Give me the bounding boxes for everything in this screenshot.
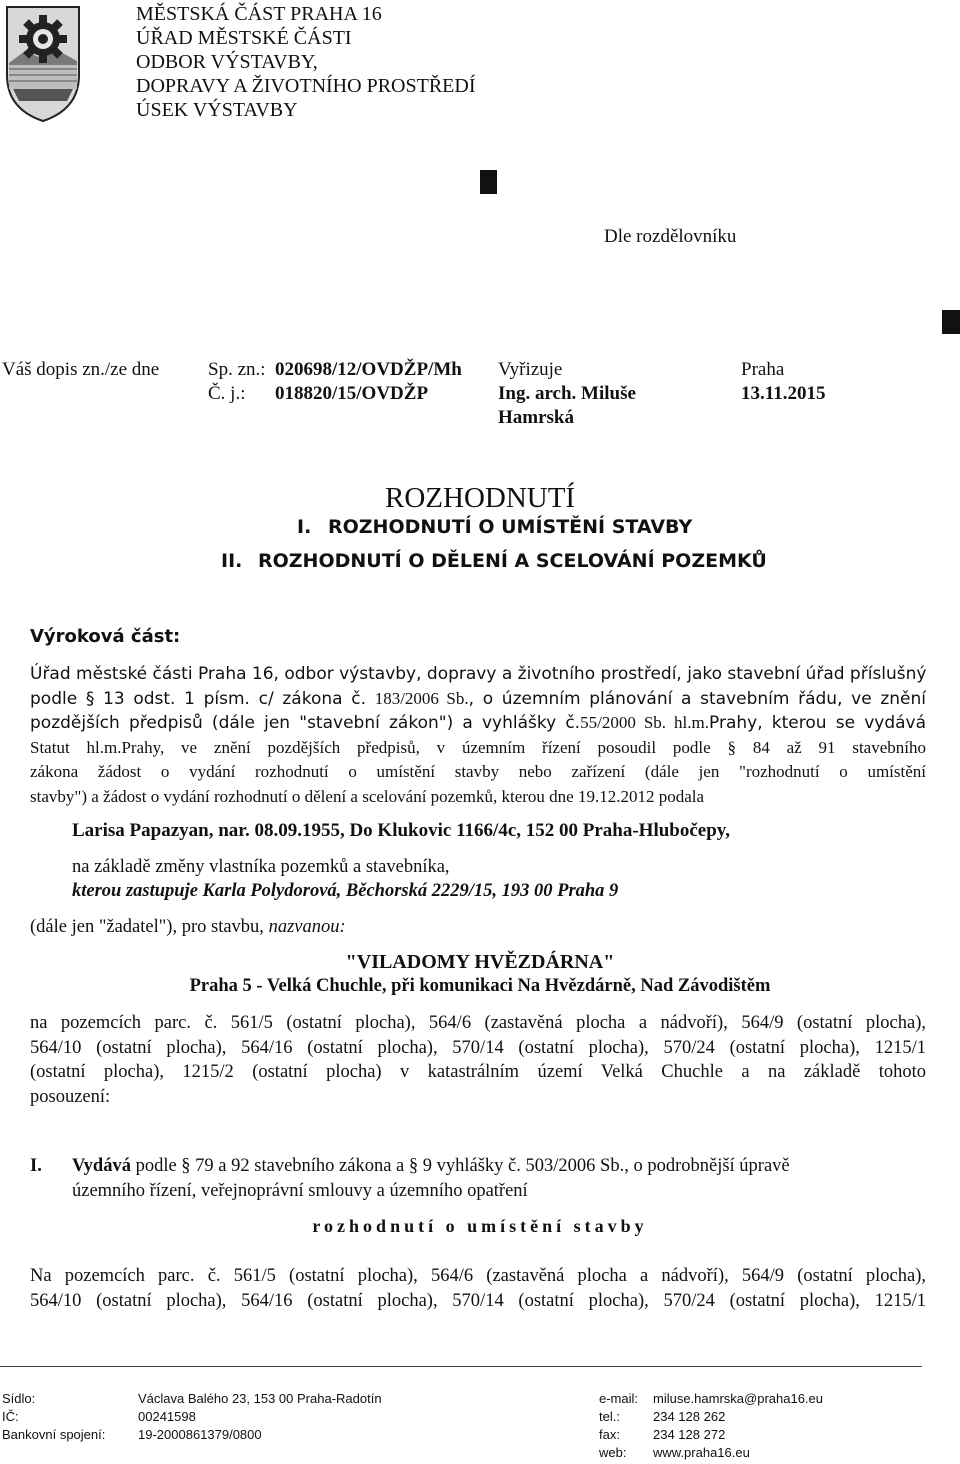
footer-email-value[interactable]: miluse.hamrska@praha16.eu	[653, 1391, 824, 1406]
place: Praha	[741, 359, 785, 380]
footer-seat-value: Václava Balého 23, 153 00 Praha-Radotín	[138, 1391, 382, 1406]
title-1: ROZHODNUTÍ O UMÍSTĚNÍ STAVBY	[328, 516, 693, 538]
section-1-text: územního řízení, veřejnoprávní smlouvy a územního opatření	[72, 1181, 528, 1201]
text-line: Úřad městské části Praha 16, odbor výstavby, dopravy a životního prostředí, jako stavební úřad příslušný	[30, 664, 927, 684]
verdict-label: Výroková část:	[30, 626, 181, 647]
building-location: Praha 5 - Velká Chuchle, při komunikaci Na Hvězdárně, Nad Závodištěm	[189, 976, 771, 996]
intro-paragraph	[30, 662, 926, 809]
scan-mark	[480, 170, 497, 194]
parcels-paragraph	[30, 1011, 926, 1109]
recipient: Dle rozdělovníku	[604, 226, 737, 247]
header-line: ÚSEK VÝSTAVBY	[136, 99, 298, 121]
header-line: DOPRAVY A ŽIVOTNÍHO PROSTŘEDÍ	[136, 75, 476, 97]
sp-value: 020698/12/OVDŽP/Mh	[275, 359, 462, 380]
applicant-note: (dále jen "žadatel"), pro stavbu, nazvanou:	[30, 917, 346, 937]
section-1-text: Vydává podle § 79 a 92 stavebního zákona a § 9 vyhlášky č. 503/2006 Sb., o podrobnější úpravě	[72, 1156, 790, 1176]
section-1-num: I.	[30, 1156, 42, 1176]
text-line: Statut hl.m.Prahy, ve znění pozdějších předpisů, v územním řízení posoudil podle § 84 až 91 stavebního	[30, 737, 926, 757]
cj-value: 018820/15/OVDŽP	[275, 383, 429, 404]
header-line: MĚSTSKÁ ČÁST PRAHA 16	[136, 3, 382, 25]
footer-bank-label: Bankovní spojení:	[2, 1427, 106, 1442]
footer-tel-label: tel.:	[599, 1409, 620, 1424]
footer-ic-label: IČ:	[2, 1409, 19, 1424]
coat-of-arms-logo	[5, 5, 81, 123]
handler-label: Vyřizuje	[498, 359, 563, 380]
footer-seat-label: Sídlo:	[2, 1391, 36, 1406]
applicant: Larisa Papazyan, nar. 08.09.1955, Do Klukovic 1166/4c, 152 00 Praha-Hlubočepy,	[72, 820, 731, 841]
handler-name: Ing. arch. Miluše	[498, 383, 636, 404]
change-note: na základě změny vlastníka pozemků a stavebníka,	[72, 857, 450, 877]
decision-title: rozhodnutí o umístění stavby	[312, 1216, 648, 1236]
date: 13.11.2015	[741, 383, 826, 404]
parcels-paragraph-2	[30, 1264, 926, 1313]
footer-ic-value: 00241598	[138, 1409, 196, 1424]
scan-mark	[942, 310, 960, 334]
header-line: ÚŘAD MĚSTSKÉ ČÁSTI	[136, 27, 352, 49]
office-header	[136, 2, 475, 122]
title-1-num: I.	[297, 516, 312, 538]
header-line: ODBOR VÝSTAVBY,	[136, 51, 318, 73]
text-line: 564/10 (ostatní plocha), 564/16 (ostatní plocha), 570/14 (ostatní plocha), 570/24 (ostatní plocha), 1215/1	[30, 1290, 926, 1311]
represented-by: kterou zastupuje Karla Polydorová, Běchorská 2229/15, 193 00 Praha 9	[72, 881, 619, 901]
cj-label: Č. j.:	[208, 383, 246, 404]
footer-divider	[0, 1366, 922, 1367]
footer-web-value[interactable]: www.praha16.eu	[653, 1445, 750, 1460]
text-line: pozdějších předpisů (dále jen "stavební zákon") a vyhlášky č.55/2000 Sb. hl.m.Prahy, kterou se vydává	[30, 713, 927, 733]
footer-bank-value: 19-2000861379/0800	[138, 1427, 262, 1442]
sp-label: Sp. zn.:	[208, 359, 266, 380]
title-2: ROZHODNUTÍ O DĚLENÍ A SCELOVÁNÍ POZEMKŮ	[258, 550, 767, 572]
handler-name: Hamrská	[498, 407, 574, 428]
footer-web-label: web:	[599, 1445, 627, 1460]
text-line: na pozemcích parc. č. 561/5 (ostatní plocha), 564/6 (zastavěná plocha a nádvoří), 564/9 (ostatní plocha),	[30, 1013, 926, 1033]
main-title: ROZHODNUTÍ	[385, 482, 576, 514]
footer-tel-value: 234 128 262	[653, 1409, 726, 1424]
building-name: "VILADOMY HVĚZDÁRNA"	[345, 951, 615, 973]
text-line: 564/10 (ostatní plocha), 564/16 (ostatní plocha), 570/14 (ostatní plocha), 570/24 (ostatní plocha), 1215/1	[30, 1037, 926, 1058]
text-line: stavby") a žádost o vydání rozhodnutí o dělení a scelování pozemků, kterou dne 19.12.2012 podala	[30, 786, 705, 806]
your-letter-label: Váš dopis zn./ze dne	[2, 359, 160, 380]
footer-fax-label: fax:	[599, 1427, 620, 1442]
footer-fax-value: 234 128 272	[653, 1427, 726, 1442]
text-line: zákona žádost o vydání rozhodnutí o umístění stavby nebo zařízení (dále jen "rozhodnutí o umístění	[30, 762, 926, 781]
footer-email-label: e-mail:	[599, 1391, 639, 1406]
text-line: Na pozemcích parc. č. 561/5 (ostatní plocha), 564/6 (zastavěná plocha a nádvoří), 564/9 (ostatní plocha),	[30, 1266, 926, 1286]
text-line: podle § 13 odst. 1 písm. c/ zákona č. 183/2006 Sb., o územním plánování a stavebním řádu, ve znění	[30, 688, 927, 709]
title-2-num: II.	[221, 550, 243, 572]
text-line: posouzení:	[30, 1086, 111, 1107]
text-line: (ostatní plocha), 1215/2 (ostatní plocha) v katastrálním území Velká Chuchle a na základě tohoto	[30, 1062, 926, 1082]
